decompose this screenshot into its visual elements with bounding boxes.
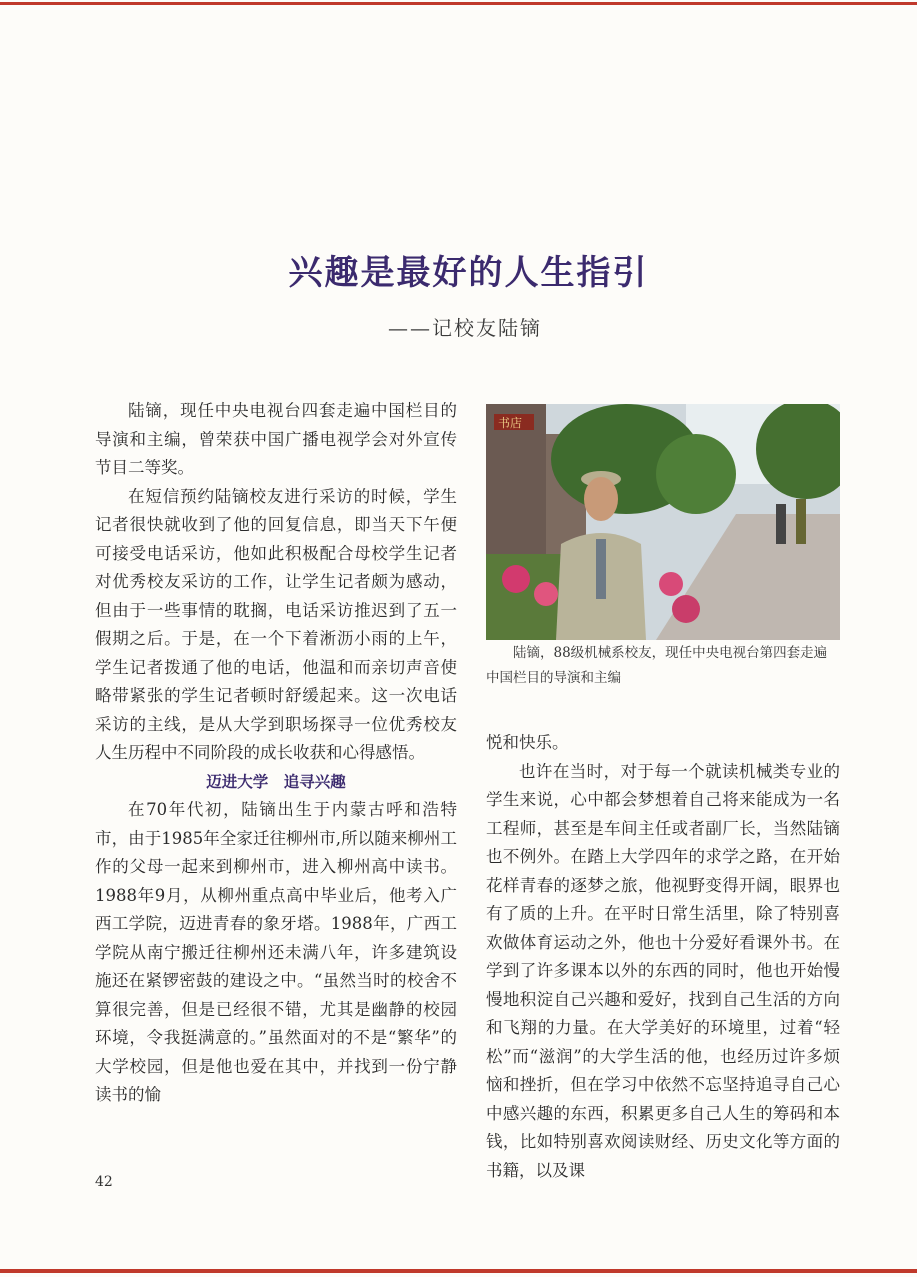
paragraph-early-life: 在70年代初，陆镝出生于内蒙古呼和浩特市，由于1985年全家迁往柳州市,所以随来柳州工作的父母一起来到柳州市，进入柳州高中读书。1988年9月，从柳州重点高中毕业后，他考入广西工学院，迈进青春的象牙塔。1988年，广西工学院从南宁搬迁往柳州还未满八年，许多建筑设施还在紧锣密鼓的建设之中。“虽然当时的校舍不算很完善，但是已经很不错，尤其是幽静的校园环境，令我挺满意的。”虽然面对的不是“繁华”的大学校园，但是他也爱在其中，并找到一份宁静读书的愉 <box>95 800 457 1104</box>
article-subtitle: ——记校友陆镝 <box>388 316 542 340</box>
paragraph-intro: 陆镝，现任中央电视台四套走遍中国栏目的导演和主编，曾荣获中国广播电视学会对外宣传节目二等奖。 <box>95 401 457 477</box>
paragraph-university: 也许在当时，对于每一个就读机械类专业的学生来说，心中都会梦想着自己将来能成为一名工程师，甚至是车间主任或者副厂长，当然陆镝也不例外。在踏上大学四年的求学之路，在开始花样青春的逐梦之旅，他视野变得开阔，眼界也有了质的上升。在平时日常生活里，除了特别喜欢做体育运动之外，他也十分爱好看课外书。在学到了许多课本以外的东西的同时，他也开始慢慢地积淀自己兴趣和爱好，找到自己生活的方向和飞翔的力量。在大学美好的环境里，过着“轻松”而“滋润”的大学生活的他，也经历过许多烦恼和挫折，但在学习中依然不忘坚持追寻自己心中感兴趣的东西，积累更多自己人生的筹码和本钱，比如特别喜欢阅读财经、历史文化等方面的书籍，以及课 <box>486 761 840 1180</box>
section-heading: 迈进大学 追寻兴趣 <box>206 771 346 791</box>
article-photo <box>486 404 840 640</box>
paragraph-continuation: 悦和快乐。 <box>486 733 569 752</box>
photo-caption: 陆镝，88级机械系校友，现任中央电视台第四套走遍中国栏目的导演和主编 <box>486 645 828 686</box>
article-title: 兴趣是最好的人生指引 <box>288 253 649 293</box>
page-number: 42 <box>95 1174 113 1190</box>
paragraph-interview: 在短信预约陆镝校友进行采访的时候，学生记者很快就收到了他的回复信息，即当天下午便可接受电话采访，他如此积极配合母校学生记者对优秀校友采访的工作，让学生记者颇为感动，但由于一些事情的耽搁，电话采访推迟到了五一假期之后。于是，在一个下着淅沥小雨的上午，学生记者拨通了他的电话，他温和而亲切声音使略带紧张的学生记者顿时舒缓起来。这一次电话采访的主线，是从大学到职场探寻一位优秀校友人生历程中不同阶段的成长收获和心得感悟。 <box>95 486 457 762</box>
right-column <box>486 729 840 1185</box>
bottom-rule <box>0 1269 917 1273</box>
left-column <box>95 397 457 1110</box>
shop-sign: 书店 <box>498 416 523 430</box>
top-rule <box>0 2 917 5</box>
